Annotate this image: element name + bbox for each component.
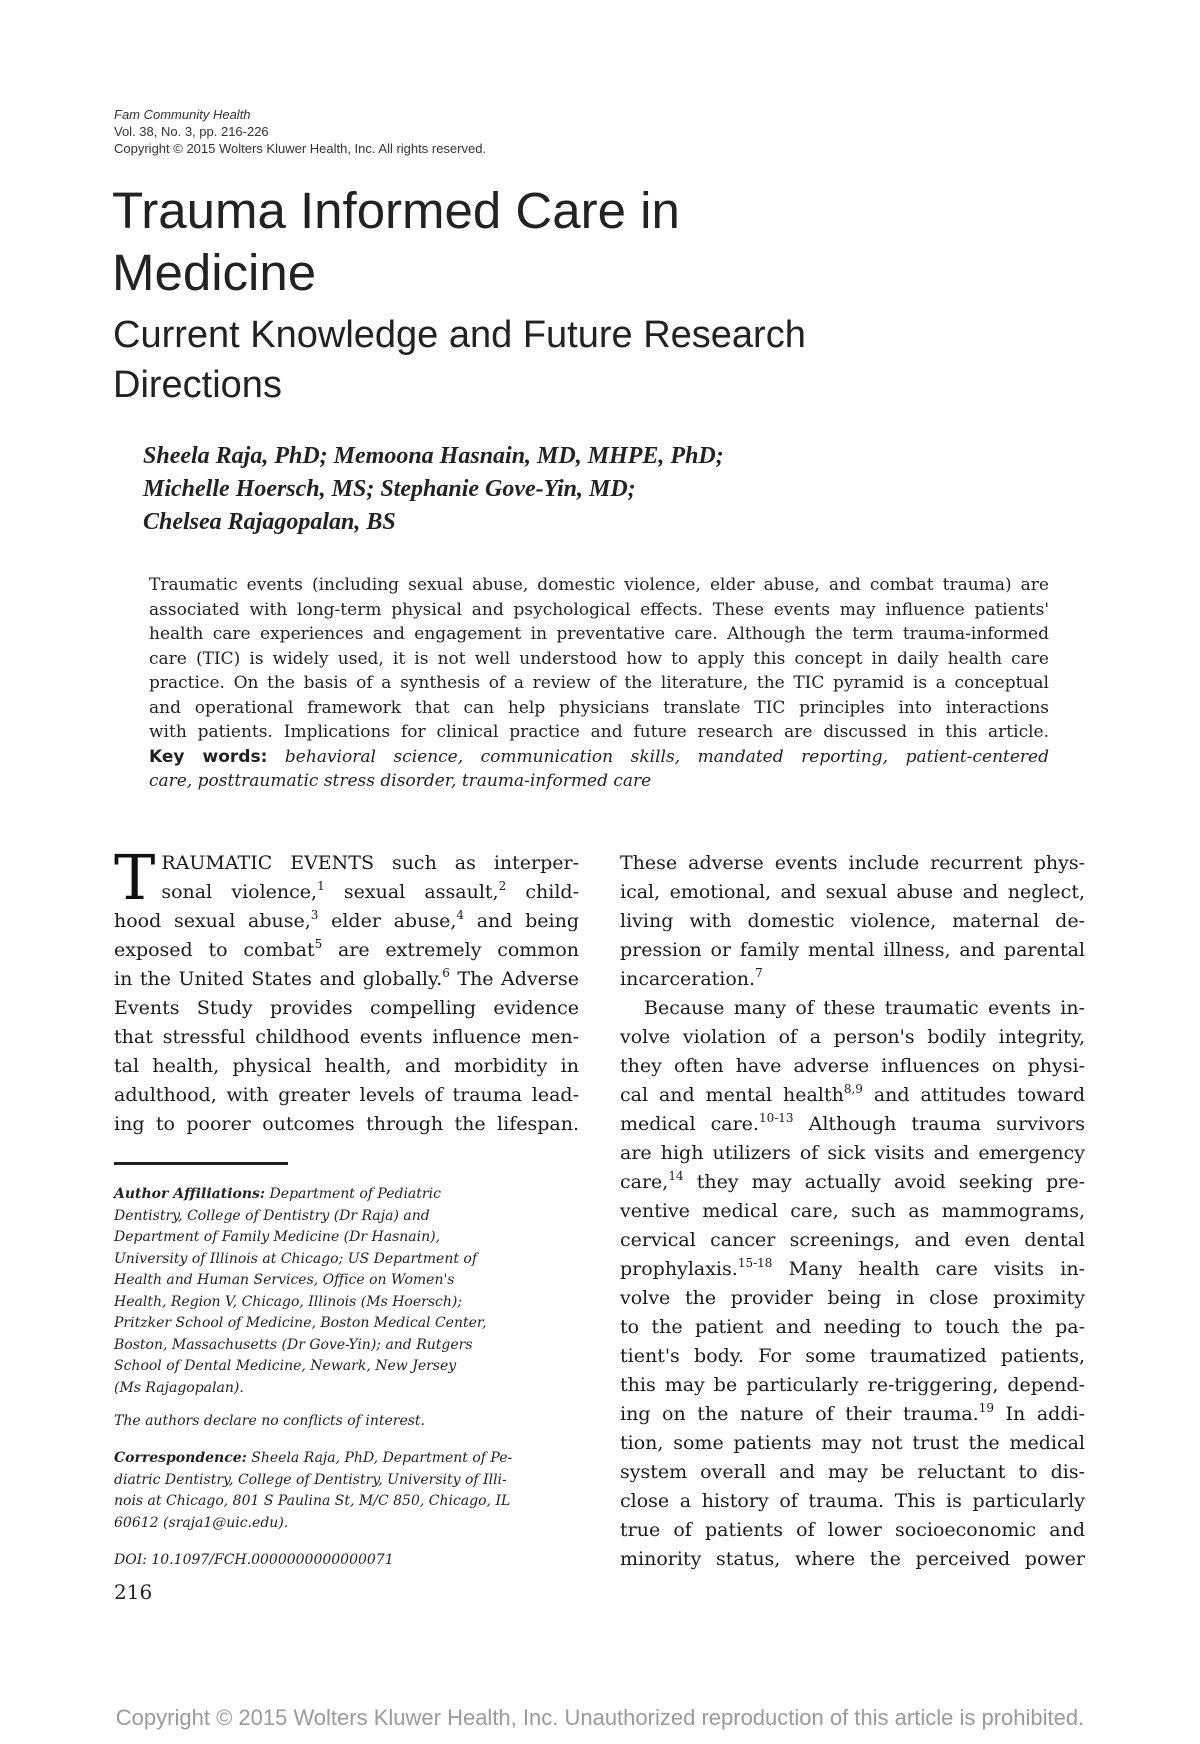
- body-line: ing to poorer outcomes through the lifespan.: [114, 1113, 579, 1135]
- doi: DOI: 10.1097/FCH.0000000000000071: [114, 1552, 394, 1568]
- abstract-line: Traumatic events (including sexual abuse, domestic violence, elder abuse, and combat trauma) are: [149, 575, 1049, 595]
- body-line: These adverse events include recurrent phys-: [620, 852, 1085, 874]
- abstract: [149, 573, 1049, 794]
- body-line: medical care.$^{10-13}$ Although trauma survivors: [620, 1111, 1085, 1135]
- affiliations-label: Author Affiliations:: [114, 1186, 266, 1202]
- body-line: in the United States and globally.$^6$ The Adverse: [114, 966, 579, 990]
- body-line: prophylaxis.$^{15-18}$ Many health care visits in-: [620, 1256, 1085, 1280]
- page-number: 216: [114, 1580, 153, 1604]
- author-list: [143, 440, 1043, 539]
- journal-volume: Vol. 38, No. 3, pp. 216-226: [114, 124, 269, 139]
- body-line: living with domestic violence, maternal de-: [620, 910, 1085, 932]
- body-line: exposed to combat$^5$ are extremely common: [114, 937, 579, 961]
- body-line: volve violation of a person's bodily integrity,: [620, 1026, 1085, 1048]
- abstract-line: health care experiences and engagement in preventative care. Although the term trauma-informed: [149, 624, 1049, 644]
- body-line: care,$^{14}$ they may actually avoid seeking pre-: [620, 1169, 1085, 1193]
- journal-copyright: Copyright © 2015 Wolters Kluwer Health, Inc. All rights reserved.: [114, 141, 487, 156]
- body-line: incarceration.$^7$: [620, 966, 763, 990]
- body-line: that stressful childhood events influence men-: [114, 1026, 579, 1048]
- journal-name: Fam Community Health: [114, 107, 251, 122]
- body-column-right: [620, 849, 1085, 1574]
- drop-cap: T: [114, 841, 156, 914]
- subtitle-line: Directions: [113, 364, 282, 406]
- body-line: Events Study provides compelling evidence: [114, 997, 579, 1019]
- body-line: cal and mental health$^{8,9}$ and attitudes toward: [620, 1082, 1085, 1106]
- body-line: system overall and may be reluctant to dis-: [620, 1461, 1085, 1483]
- abstract-line: and operational framework that can help physicians translate TIC principles into interactions: [149, 697, 1049, 718]
- author-line: Michelle Hoersch, MS; Stephanie Gove-Yin, MD;: [143, 476, 636, 502]
- abstract-line: practice. On the basis of a synthesis of a review of the literature, the TIC pyramid is a conceptual: [149, 673, 1049, 693]
- body-line: tient's body. For some traumatized patients,: [620, 1345, 1085, 1367]
- author-line: Sheela Raja, PhD; Memoona Hasnain, MD, MHPE, PhD;: [143, 443, 724, 469]
- body-line: Because many of these traumatic events in-: [644, 997, 1085, 1019]
- body-line: close a history of trauma. This is particularly: [620, 1490, 1085, 1512]
- body-line: ical, emotional, and sexual abuse and neglect,: [620, 881, 1085, 903]
- page-footer-copyright: Copyright © 2015 Wolters Kluwer Health, Inc. Unauthorized reproduction of this article is prohibited.: [115, 1705, 1085, 1730]
- body-line: tal health, physical health, and morbidity in: [114, 1055, 579, 1077]
- body-line: ing on the nature of their trauma.$^{19}$ In addi-: [620, 1401, 1085, 1425]
- body-line: tion, some patients may not trust the medical: [620, 1432, 1085, 1454]
- keywords-line-2: care, posttraumatic stress disorder, trauma-informed care: [149, 771, 652, 791]
- body-line: true of patients of lower socioeconomic and: [620, 1519, 1085, 1541]
- keywords-label: Key words:: [149, 746, 268, 767]
- body-line: hood sexual abuse,$^3$ elder abuse,$^4$ and being: [114, 908, 579, 932]
- body-line: adulthood, with greater levels of trauma lead-: [114, 1084, 579, 1106]
- footnote-divider: [114, 1162, 288, 1165]
- correspondence: Correspondence: Sheela Raja, PhD, Department of Pe- diatric Dentistry, College of Dentistry, University of Illi- nois at Chicago, 801 S Paulina St, M/C 850, Chicago, IL 60612 (sraja1@uic.edu).: [114, 1450, 513, 1531]
- abstract-line: associated with long-term physical and psychological effects. These events may influence patients': [149, 599, 1049, 620]
- body-line: RAUMATIC EVENTS such as interper-: [161, 852, 579, 874]
- abstract-line: with patients. Implications for clinical practice and future research are discussed in this article.: [149, 722, 1049, 742]
- body-line: this may be particularly re-triggering, depend-: [620, 1374, 1085, 1396]
- body-line: sonal violence,$^1$ sexual assault,$^2$ child-: [161, 879, 580, 903]
- title-line: Medicine: [112, 244, 317, 301]
- article-title: [112, 180, 1012, 304]
- body-line: to the patient and needing to touch the pa-: [620, 1316, 1085, 1338]
- journal-info: [114, 106, 486, 157]
- keywords-line: [149, 745, 1049, 770]
- title-line: Trauma Informed Care in: [112, 182, 680, 239]
- author-line: Chelsea Rajagopalan, BS: [143, 509, 396, 535]
- body-line: minority status, where the perceived power: [620, 1548, 1085, 1570]
- conflict-of-interest: The authors declare no conflicts of interest.: [114, 1413, 425, 1429]
- subtitle-line: Current Knowledge and Future Research: [113, 314, 806, 356]
- abstract-line: care (TIC) is widely used, it is not well understood how to apply this concept in daily health care: [149, 648, 1049, 669]
- keywords-text: behavioral science, communication skills, mandated reporting, patient-centered: [284, 746, 1049, 767]
- body-line: are high utilizers of sick visits and emergency: [620, 1142, 1085, 1164]
- body-line: ventive medical care, such as mammograms,: [620, 1200, 1085, 1222]
- body-line: pression or family mental illness, and parental: [620, 939, 1085, 961]
- author-affiliations: Author Affiliations: Department of Pediatric Dentistry, College of Dentistry (Dr Raja) and Department of Family Medicine (Dr Hasnain), University of Illinois at Chicago; US Department of Health and Human Services, Office on Women's Health, Region V, Chicago, Illinois (Ms Hoersch); Pritzker School of Medicine, Boston Medical Center, Boston, Massachusetts (Dr Gove-Yin); and Rutgers School of Dental Medicine, Newark, New Jersey (Ms Rajagopalan).: [114, 1186, 487, 1396]
- correspondence-label: Correspondence:: [114, 1450, 247, 1466]
- body-column-left: [114, 841, 580, 1139]
- body-line: cervical cancer screenings, and even dental: [620, 1229, 1085, 1251]
- body-line: volve the provider being in close proximity: [620, 1287, 1085, 1309]
- body-line: they often have adverse influences on physi-: [620, 1055, 1085, 1077]
- article-subtitle: [113, 310, 1013, 410]
